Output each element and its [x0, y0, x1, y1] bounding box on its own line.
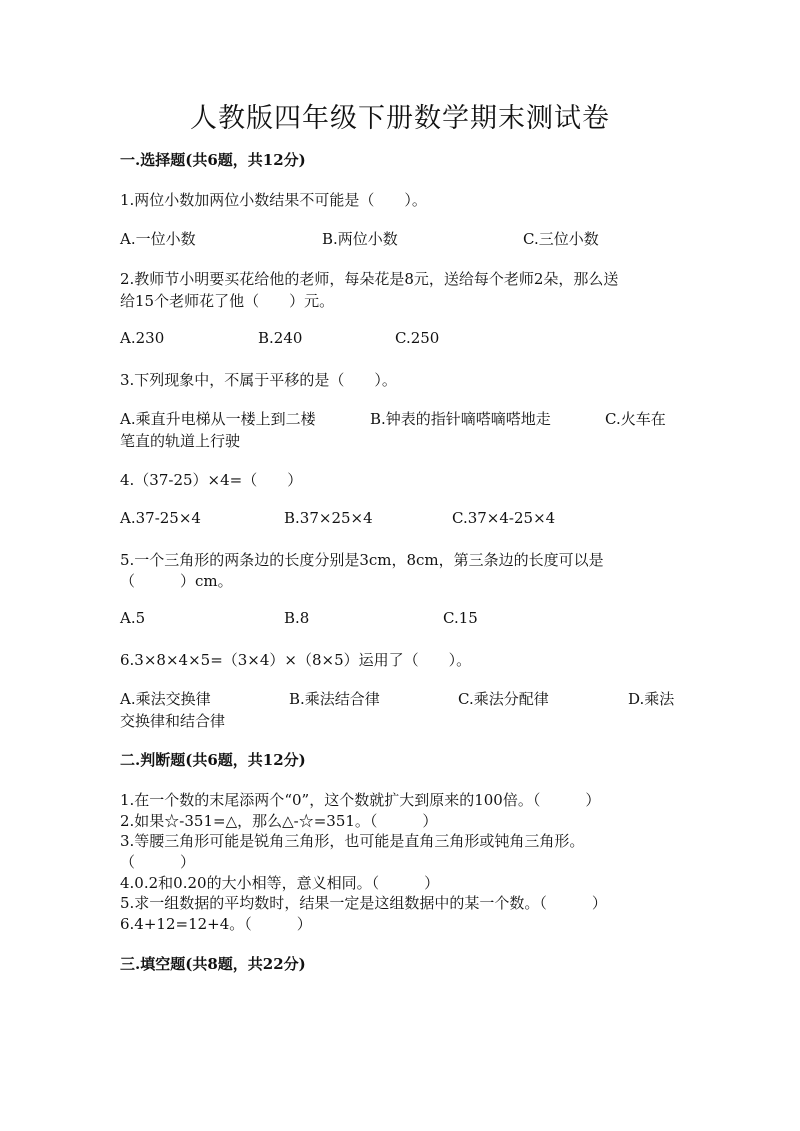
- question-stem: 6.3×8×4×5=（3×4）×（8×5）运用了（ ）。: [120, 651, 472, 669]
- section-heading-judge: 二.判断题(共6题，共12分): [120, 751, 306, 769]
- option-b: B.钟表的指针嘀嗒嘀嗒地走: [370, 410, 551, 428]
- option-b: B.8: [284, 609, 310, 627]
- option-b: B.37×25×4: [284, 509, 373, 527]
- question-stem: 5.一个三角形的两条边的长度分别是3cm，8cm，第三条边的长度可以是: [120, 551, 604, 569]
- question-stem: 3.下列现象中，不属于平移的是（ ）。: [120, 371, 397, 389]
- judge-line: （ ）: [120, 853, 196, 871]
- option-d: D.乘法: [628, 690, 675, 708]
- option-a: A.230: [120, 329, 165, 347]
- option-a: A.一位小数: [120, 230, 196, 248]
- question-stem-cont: （ ）cm。: [120, 572, 233, 590]
- judge-line: 6.4+12=12+4。（ ）: [120, 915, 312, 933]
- judge-line: 5.求一组数据的平均数时，结果一定是这组数据中的某一个数。（ ）: [120, 894, 607, 912]
- option-c: C.火车在: [605, 410, 666, 428]
- option-cont: 笔直的轨道上行驶: [120, 432, 241, 450]
- option-c: C.37×4-25×4: [452, 509, 556, 527]
- question-stem: 4.（37-25）×4=（ ）: [120, 471, 303, 489]
- option-a: A.乘直升电梯从一楼上到二楼: [120, 410, 316, 428]
- question-stem-cont: 给15个老师花了他（ ）元。: [120, 292, 335, 310]
- section-heading-fill: 三.填空题(共8题，共22分): [120, 955, 306, 973]
- option-b: B.两位小数: [322, 230, 398, 248]
- judge-line: 1.在一个数的末尾添两个“0”，这个数就扩大到原来的100倍。（ ）: [120, 791, 601, 809]
- option-a: A.5: [120, 609, 146, 627]
- option-b: B.乘法结合律: [289, 690, 380, 708]
- judge-line: 4.0.2和0.20的大小相等，意义相同。（ ）: [120, 874, 440, 892]
- judge-line: 3.等腰三角形可能是锐角三角形，也可能是直角三角形或钝角三角形。: [120, 832, 585, 850]
- page-title: 人教版四年级下册数学期末测试卷: [190, 103, 610, 134]
- option-b: B.240: [258, 329, 303, 347]
- option-c: C.乘法分配律: [458, 690, 549, 708]
- option-a: A.乘法交换律: [120, 690, 211, 708]
- option-c: C.15: [443, 609, 478, 627]
- option-cont: 交换律和结合律: [120, 712, 226, 730]
- option-c: C.三位小数: [523, 230, 599, 248]
- section-heading-choice: 一.选择题(共6题，共12分): [120, 151, 306, 169]
- question-stem: 1.两位小数加两位小数结果不可能是（ ）。: [120, 191, 427, 209]
- option-c: C.250: [395, 329, 440, 347]
- question-stem: 2.教师节小明要买花给他的老师，每朵花是8元，送给每个老师2朵，那么送: [120, 270, 619, 288]
- option-a: A.37-25×4: [120, 509, 201, 527]
- judge-line: 2.如果☆-351=△，那么△-☆=351。（ ）: [120, 812, 438, 830]
